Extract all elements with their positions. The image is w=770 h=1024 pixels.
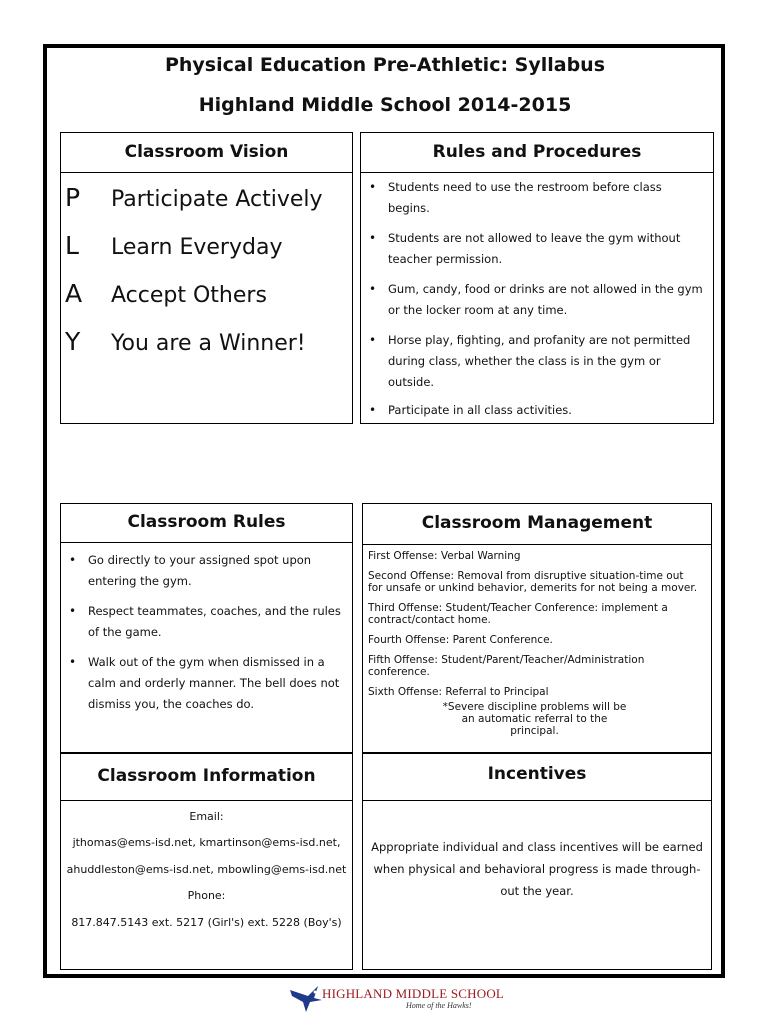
list-item: • Horse play, fighting, and profanity are not permitted during class, whether the class is in the gym or outside. <box>361 330 705 393</box>
vision-text: You are a Winner! <box>111 331 306 356</box>
phone-label: Phone: <box>187 889 226 902</box>
school-tagline: Home of the Hawks! <box>406 1001 472 1010</box>
email-line: jthomas@ems-isd.net, kmartinson@ems-isd.net, <box>72 836 341 849</box>
list-item: • Go directly to your assigned spot upon entering the gym. <box>61 550 342 592</box>
list-item: • Walk out of the gym when dismissed in a calm and orderly manner. The bell does not dismiss you, the coaches do. <box>61 652 342 715</box>
email-label: Email: <box>189 810 224 823</box>
list-item: • Participate in all class activities. <box>361 400 705 421</box>
procedures-heading: Rules and Procedures <box>361 133 713 173</box>
vision-text: Accept Others <box>111 283 267 308</box>
list-item: • Students are not allowed to leave the gym without teacher permission. <box>361 228 705 270</box>
vision-text: Learn Everyday <box>111 235 283 260</box>
email-line: ahuddleston@ems-isd.net, mbowling@ems-isd.net <box>66 863 347 876</box>
vision-heading: Classroom Vision <box>61 133 352 173</box>
vision-item <box>65 327 306 356</box>
management-list <box>368 550 701 737</box>
vision-letter: L <box>65 231 79 260</box>
hawk-icon <box>288 984 324 1014</box>
rules-list <box>61 550 342 715</box>
procedures-list <box>361 177 705 421</box>
school-name: HIGHLAND MIDDLE SCHOOL <box>322 986 505 1001</box>
list-item: • Respect teammates, coaches, and the rules of the game. <box>61 601 342 643</box>
management-box <box>362 503 712 753</box>
list-item: • Students need to use the restroom before class begins. <box>361 177 705 219</box>
page-title: Physical Education Pre-Athletic: Syllabus <box>164 54 606 76</box>
vision-item <box>65 183 323 212</box>
offense-item: First Offense: Verbal Warning <box>368 550 521 562</box>
information-box <box>60 753 353 970</box>
phone-number: 817.847.5143 ext. 5217 (Girl's) ext. 5228 (Boy's) <box>71 916 342 929</box>
vision-box <box>60 132 353 424</box>
incentives-text: Appropriate individual and class incentives will be earned when physical and behavioral progress is made through-out the year. <box>371 840 703 898</box>
page-subtitle: Highland Middle School 2014-2015 <box>198 94 572 116</box>
school-logo <box>288 984 505 1014</box>
vision-letter: P <box>65 183 81 212</box>
management-heading: Classroom Management <box>363 504 711 545</box>
offense-item: Fourth Offense: Parent Conference. <box>368 634 553 646</box>
vision-letter: A <box>65 279 83 308</box>
rules-heading: Classroom Rules <box>61 504 352 543</box>
vision-letter: Y <box>65 327 81 356</box>
vision-item <box>65 231 282 260</box>
list-item: • Gum, candy, food or drinks are not allowed in the gym or the locker room at any time. <box>361 279 705 321</box>
incentives-heading: Incentives <box>363 754 711 801</box>
offense-item: Fifth Offense: Student/Parent/Teacher/Administration conference. <box>368 654 645 678</box>
vision-item <box>65 279 267 308</box>
discipline-note: *Severe discipline problems will be an automatic referral to the principal. <box>442 701 627 737</box>
incentives-box <box>362 753 712 970</box>
offense-item: Third Offense: Student/Teacher Conference: implement a contract/contact home. <box>368 602 668 626</box>
offense-item: Second Offense: Removal from disruptive situation-time out for unsafe or unkind behavior, demerits for not being a mover. <box>368 570 698 594</box>
vision-text: Participate Actively <box>111 187 323 212</box>
information-heading: Classroom Information <box>61 754 352 801</box>
rules-box <box>60 503 353 753</box>
offense-item: Sixth Offense: Referral to Principal <box>368 686 549 698</box>
procedures-box <box>360 132 714 424</box>
